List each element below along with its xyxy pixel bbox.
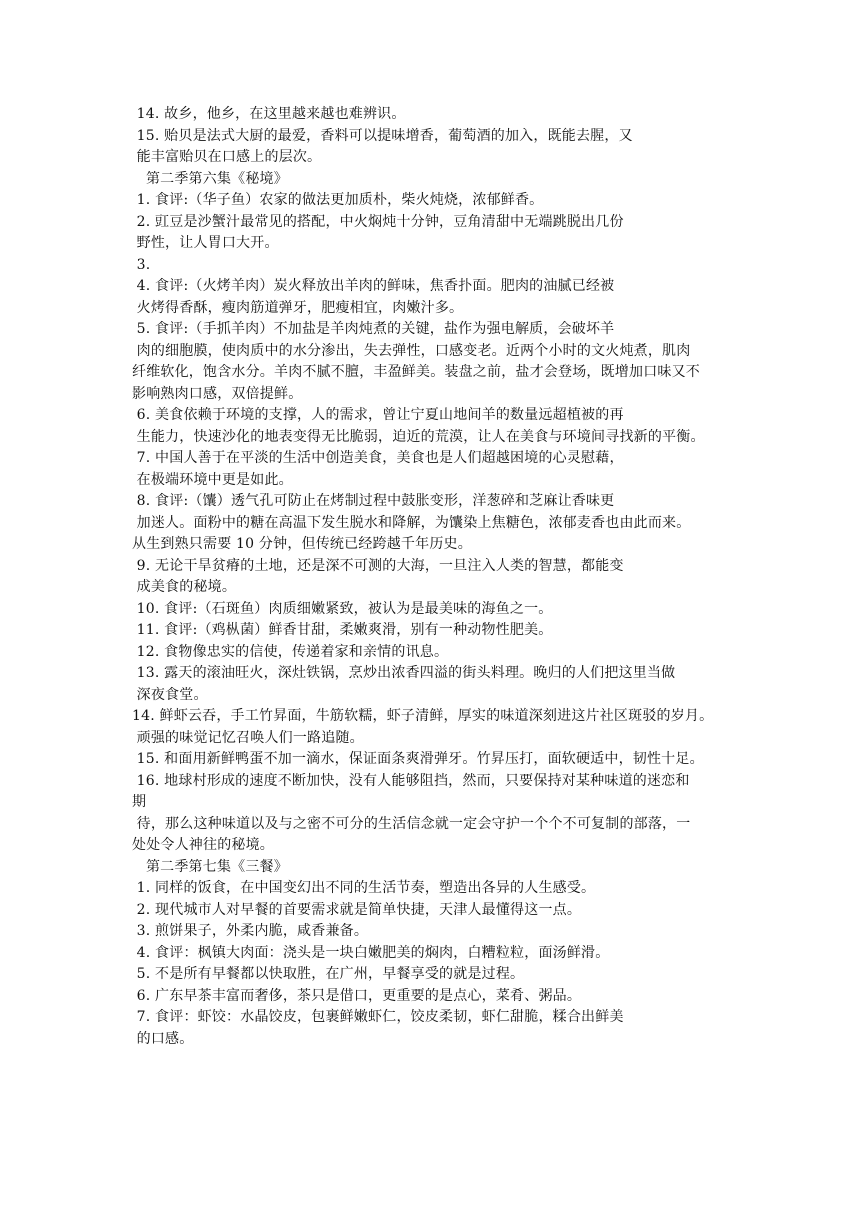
- text-line: 11. 食评:（鸡枞菌）鲜香甘甜，柔嫩爽滑，别有一种动物性肥美。: [132, 622, 553, 638]
- text-line: 2. 豇豆是沙蟹汁最常见的搭配，中火焖炖十分钟，豆角清甜中无端跳脱出几份: [132, 213, 624, 230]
- text-line: 影响熟肉口感，双倍提鲜。: [132, 385, 303, 402]
- text-line: 10. 食评:（石斑鱼）肉质细嫩紧致，被认为是最美味的海鱼之一。: [132, 600, 553, 617]
- text-line: 成美食的秘境。: [132, 579, 237, 595]
- text-line: 3.: [132, 256, 151, 273]
- text-line: 处处令人神往的秘境。: [132, 837, 274, 853]
- text-line: 7. 食评：虾饺：水晶饺皮，包裹鲜嫩虾仁，饺皮柔韧，虾仁甜脆，糅合出鲜美: [132, 1009, 624, 1025]
- text-line: 期: [132, 794, 147, 810]
- text-line: 顽强的味觉记忆召唤人们一路追随。: [132, 729, 364, 746]
- text-line: 6. 广东早茶丰富而奢侈，茶只是借口，更重要的是点心，菜肴、粥品。: [132, 987, 582, 1004]
- text-line: 的口感。: [132, 1030, 194, 1047]
- text-line: 12. 食物像忠实的信使，传递着家和亲情的讯息。: [132, 643, 449, 660]
- text-line: 2. 现代城市人对早餐的首要需求就是简单快捷，天津人最懂得这一点。: [132, 901, 582, 918]
- text-line: 7. 中国人善于在平淡的生活中创造美食，美食也是人们超越困境的心灵慰藉，: [132, 450, 624, 466]
- text-line: 生能力，快速沙化的地表变得无比脆弱，迫近的荒漠，让人在美食与环境间寻找新的平衡。: [132, 428, 705, 445]
- text-line: 第二季第七集《三餐》: [132, 858, 288, 875]
- text-line: 4. 食评:（火烤羊肉）炭火释放出羊肉的鲜味，焦香扑面。肥肉的油腻已经被: [132, 278, 615, 294]
- text-line: 火烤得香酥，瘦肉筋道弹牙，肥瘦相宜，肉嫩汁多。: [132, 299, 464, 316]
- text-line: 4. 食评：枫镇大肉面：浇头是一块白嫩肥美的焖肉，白糟粒粒，面汤鲜滑。: [132, 944, 610, 961]
- text-line: 3. 煎饼果子，外柔内脆，咸香兼备。: [132, 923, 369, 939]
- text-line: 野性，让人胃口大开。: [132, 235, 279, 251]
- text-line: 16. 地球村形成的速度不断加快，没有人能够阻挡，然而，只要保持对某种味道的迷恋和: [132, 772, 690, 789]
- text-line: 6. 美食依赖于环境的支撑，人的需求，曾让宁夏山地间羊的数量远超植被的再: [132, 407, 624, 423]
- text-line: 14. 故乡，他乡，在这里越来越也难辨识。: [132, 106, 406, 122]
- text-line: 15. 贻贝是法式大厨的最爱，香料可以提味增香，葡萄酒的加入，既能去腥，又: [132, 127, 633, 144]
- text-line: 1. 同样的饭食，在中国变幻出不同的生活节奏，塑造出各异的人生感受。: [132, 880, 596, 896]
- text-line: 深夜食堂。: [132, 686, 208, 703]
- text-line: 第二季第六集《秘境》: [132, 170, 288, 187]
- text-line: 从生到熟只需要 10 分钟，但传统已经跨越千年历史。: [132, 536, 472, 552]
- text-line: 能丰富贻贝在口感上的层次。: [132, 149, 322, 165]
- text-line: 在极端环境中更是如此。: [132, 471, 293, 488]
- text-line: 5. 不是所有早餐都以快取胜，在广州，早餐享受的就是过程。: [132, 966, 525, 982]
- text-line: 加迷人。面粉中的糖在高温下发生脱水和降解，为馕染上焦糖色，浓郁麦香也由此而来。: [132, 514, 691, 531]
- text-line: 13. 露天的滚油旺火，深灶铁锅，烹炒出浓香四溢的街头料理。晚归的人们把这里当做: [132, 665, 676, 681]
- text-line: 9. 无论干旱贫瘠的土地，还是深不可测的大海，一旦注入人类的智慧，都能变: [132, 557, 624, 574]
- text-line: 肉的细胞膜，使肉质中的水分渗出，失去弹性，口感变老。近两个小时的文火炖煮，肌肉: [132, 342, 691, 359]
- text-line: 1. 食评:（华子鱼）农家的做法更加质朴，柴火炖烧，浓郁鲜香。: [132, 192, 544, 208]
- text-line: 5. 食评:（手抓羊肉）不加盐是羊肉炖煮的关键，盐作为强电解质，会破坏羊: [132, 321, 615, 337]
- text-line: 8. 食评:（馕）透气孔可防止在烤制过程中鼓胀变形，洋葱碎和芝麻让香味更: [132, 493, 615, 509]
- text-line: 14. 鲜虾云吞，手工竹昇面，牛筋软糯，虾子清鲜，厚实的味道深刻进这片社区斑驳的岁月。: [132, 708, 714, 724]
- text-line: 15. 和面用新鲜鸭蛋不加一滴水，保证面条爽滑弹牙。竹昇压打，面软硬适中，韧性十足。: [132, 751, 704, 767]
- text-line: 纤维软化，饱含水分。羊肉不腻不膻，丰盈鲜美。装盘之前，盐才会登场，既增加口味又不: [132, 364, 700, 380]
- text-line: 待，那么这种味道以及与之密不可分的生活信念就一定会守护一个个不可复制的部落，一: [132, 815, 691, 832]
